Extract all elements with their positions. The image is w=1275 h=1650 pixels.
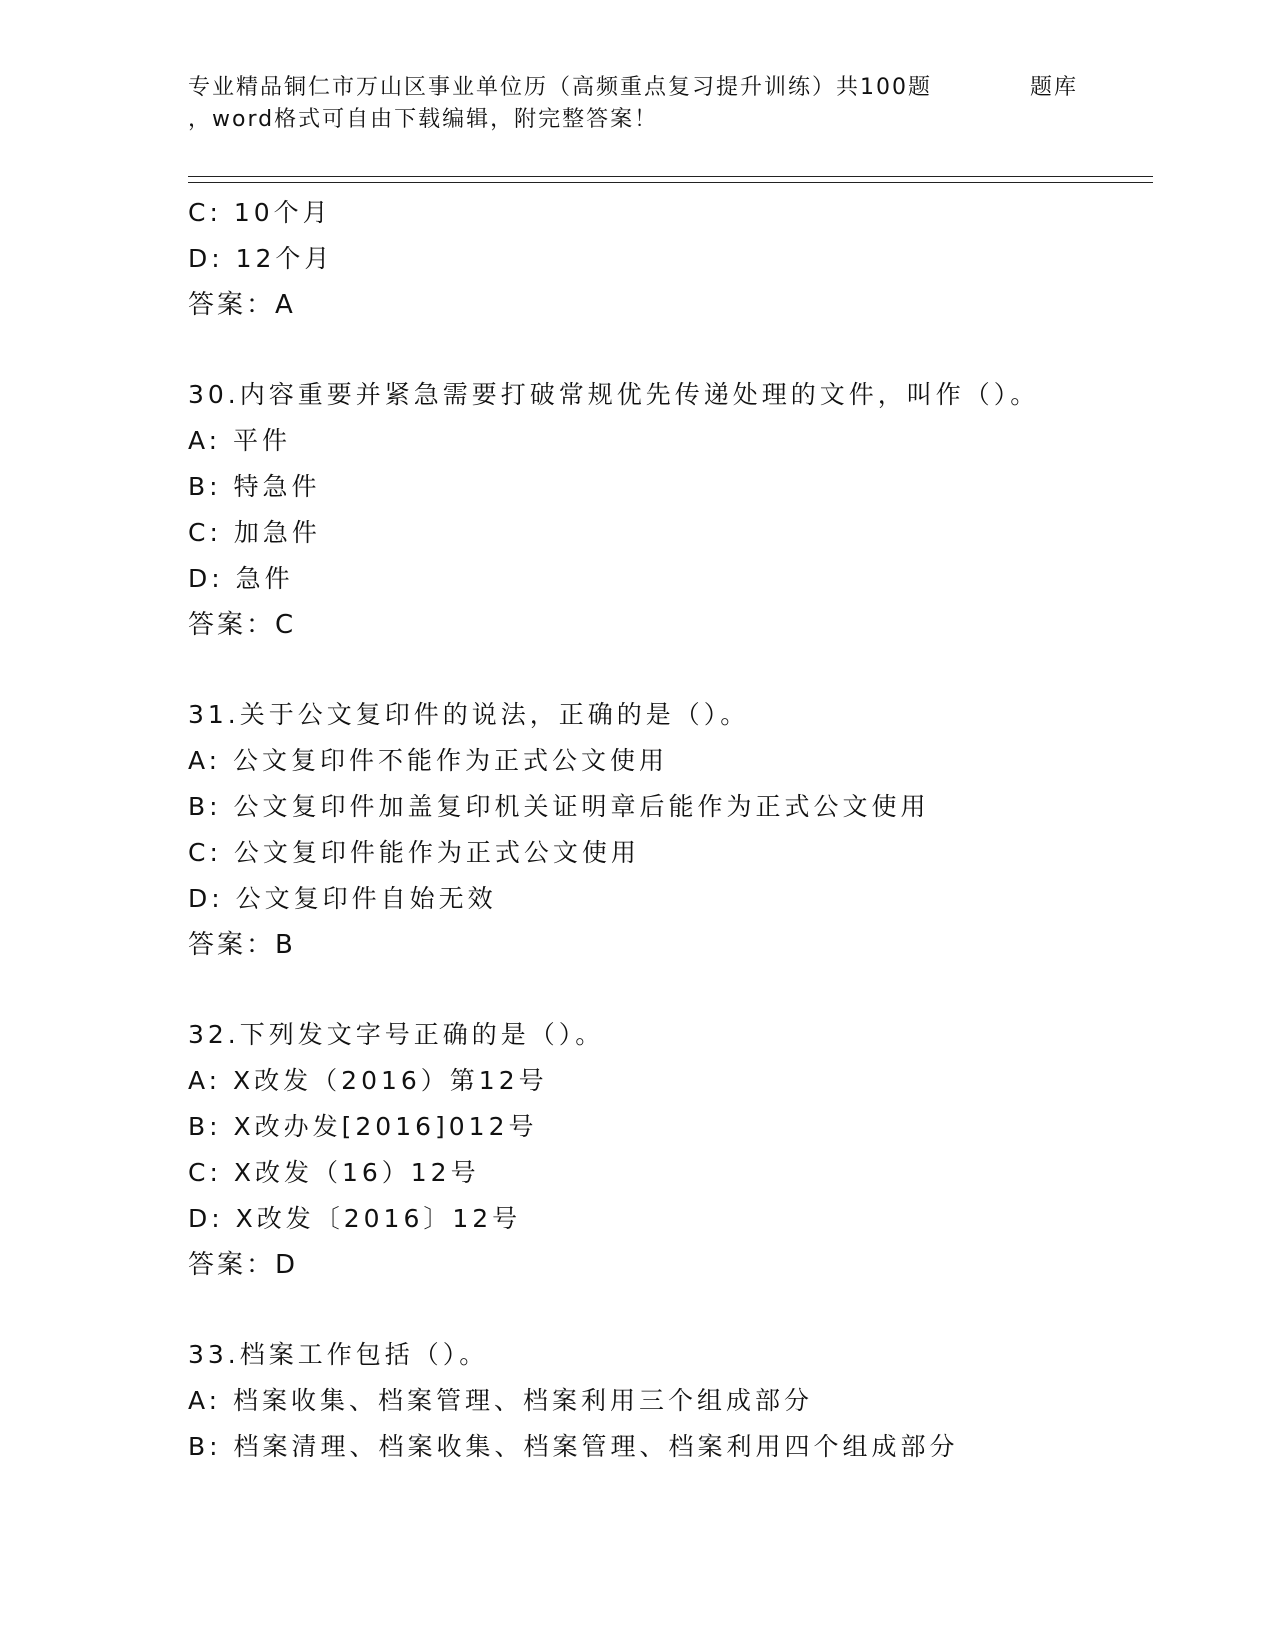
question-stem: 33.档案工作包括（）。 <box>188 1340 489 1369</box>
option-item: C: X改发（16）12号 <box>188 1158 480 1187</box>
spacer <box>188 328 1148 372</box>
question-32 <box>188 1012 1148 1288</box>
answer-line: 答案：A <box>188 290 296 320</box>
header-divider-top <box>188 176 1153 177</box>
option-item: B: 公文复印件加盖复印机关证明章后能作为正式公文使用 <box>188 792 930 821</box>
option-item: D: 公文复印件自始无效 <box>188 884 497 913</box>
option-item: D: 12个月 <box>188 244 334 273</box>
question-stem: 32.下列发文字号正确的是（）。 <box>188 1020 605 1049</box>
question-stem: 31.关于公文复印件的说法，正确的是（）。 <box>188 700 750 729</box>
question-33 <box>188 1332 1148 1470</box>
spacer <box>188 1288 1148 1332</box>
spacer <box>188 968 1148 1012</box>
document-header <box>188 72 1148 136</box>
option-item: B: X改办发[2016]012号 <box>188 1112 538 1141</box>
question-30 <box>188 372 1148 648</box>
carryover-block <box>188 190 1148 328</box>
question-stem: 30.内容重要并紧急需要打破常规优先传递处理的文件，叫作（）。 <box>188 380 1040 409</box>
header-title-line <box>188 72 1078 104</box>
option-item: A: 平件 <box>188 426 292 455</box>
header-brand: 题库 <box>1029 75 1078 100</box>
option-item: B: 档案清理、档案收集、档案管理、档案利用四个组成部分 <box>188 1432 959 1461</box>
option-item: C: 10个月 <box>188 198 332 227</box>
option-item: A: X改发（2016）第12号 <box>188 1066 548 1095</box>
option-item: A: 档案收集、档案管理、档案利用三个组成部分 <box>188 1386 814 1415</box>
answer-line: 答案：D <box>188 1250 299 1280</box>
question-31 <box>188 692 1148 968</box>
document-subtitle: ，word格式可自由下载编辑，附完整答案！ <box>188 107 659 132</box>
document-title: 专业精品铜仁市万山区事业单位历（高频重点复习提升训练）共100题 <box>188 75 932 100</box>
answer-line: 答案：B <box>188 930 296 960</box>
option-item: B: 特急件 <box>188 472 321 501</box>
option-item: A: 公文复印件不能作为正式公文使用 <box>188 746 669 775</box>
option-item: D: X改发〔2016〕12号 <box>188 1204 522 1233</box>
answer-line: 答案：C <box>188 610 297 640</box>
option-item: D: 急件 <box>188 564 294 593</box>
header-divider-bottom <box>188 182 1153 183</box>
spacer <box>188 648 1148 692</box>
question-content <box>188 190 1148 1470</box>
option-item: C: 加急件 <box>188 518 321 547</box>
option-item: C: 公文复印件能作为正式公文使用 <box>188 838 640 867</box>
